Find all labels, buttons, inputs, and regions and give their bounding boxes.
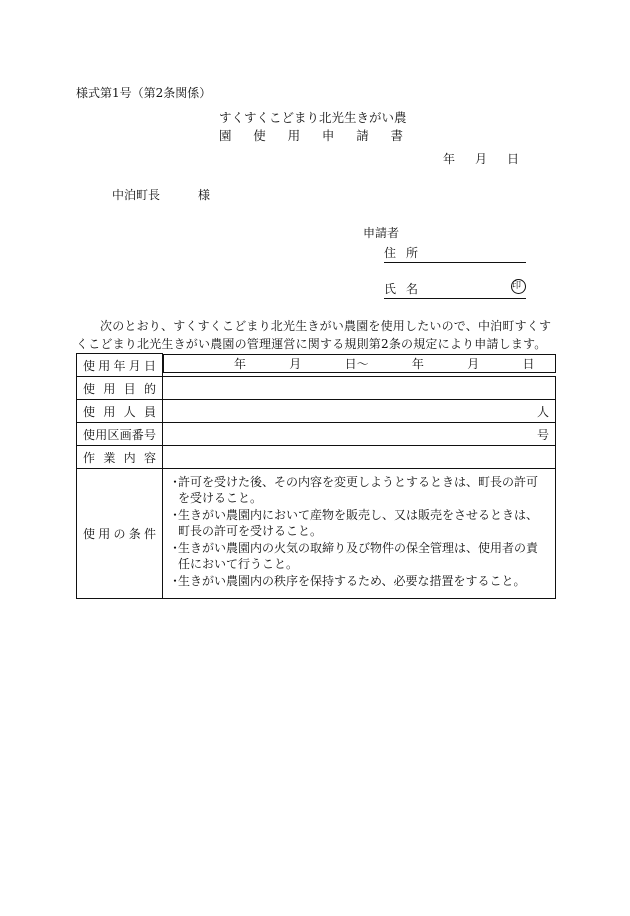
addressee-name: 中泊町長 bbox=[112, 188, 161, 202]
addressee-honorific: 様 bbox=[198, 188, 211, 202]
bullet-icon: ・ bbox=[169, 508, 182, 522]
plot-unit: 号 bbox=[536, 427, 549, 442]
people-field[interactable] bbox=[163, 400, 556, 423]
table-row-plot bbox=[77, 423, 556, 446]
applicant-label: 申請者 bbox=[363, 226, 400, 240]
intro-paragraph: 次のとおり、すくすくこどまり北光生きがい農園を使用したいので、中泊町すくすくこどまり北光生きがい農園の管理運営に関する規則第2条の規定により申請します。 bbox=[76, 319, 552, 351]
purpose-field[interactable] bbox=[163, 377, 556, 400]
table-row-people bbox=[77, 400, 556, 423]
address-label: 住所 bbox=[384, 246, 429, 260]
bullet-icon: ・ bbox=[169, 541, 182, 555]
seal-icon: 印 bbox=[511, 279, 526, 294]
condition-item bbox=[169, 574, 549, 590]
title-char: 書 bbox=[390, 128, 403, 143]
period-field[interactable] bbox=[163, 354, 556, 373]
plot-field[interactable] bbox=[163, 423, 556, 446]
application-date bbox=[443, 150, 519, 167]
period-day1: 日〜 bbox=[344, 356, 369, 371]
name-field[interactable] bbox=[384, 280, 532, 299]
period-month1: 月 bbox=[289, 356, 302, 371]
conditions-label: 使用の条件 bbox=[77, 469, 163, 599]
name-label: 氏名 bbox=[384, 282, 429, 296]
condition-text: 生きがい農園内の秩序を保持するため、必要な措置をすること。 bbox=[178, 574, 526, 588]
title-char: 申 bbox=[321, 128, 335, 143]
address-field[interactable] bbox=[384, 244, 526, 263]
period-day2: 日 bbox=[522, 356, 535, 371]
condition-item bbox=[169, 475, 549, 506]
date-month-label: 月 bbox=[475, 152, 488, 166]
table-row-conditions bbox=[77, 469, 556, 599]
purpose-label: 使用目的 bbox=[77, 377, 163, 400]
conditions-list bbox=[163, 469, 556, 599]
people-label: 使用人員 bbox=[77, 400, 163, 423]
period-label: 使用年月日 bbox=[77, 354, 163, 377]
date-year-label: 年 bbox=[443, 152, 456, 166]
period-year1: 年 bbox=[234, 356, 247, 371]
bullet-icon: ・ bbox=[169, 574, 182, 588]
title-char: 使 bbox=[253, 128, 266, 143]
table-row-period bbox=[77, 354, 556, 377]
table-row-purpose bbox=[77, 377, 556, 400]
form-title-line1: すくすくこどまり北光生きがい農 bbox=[219, 110, 407, 125]
table-row-work bbox=[77, 446, 556, 469]
title-char: 請 bbox=[356, 128, 369, 143]
condition-text: 生きがい農園内において産物を販売し、又は販売をさせるときは、町長の許可を受けること。 bbox=[178, 508, 539, 538]
date-day-label: 日 bbox=[507, 152, 520, 166]
condition-text: 生きがい農園内の火気の取締り及び物件の保全管理は、使用者の責任において行うこと。 bbox=[178, 541, 539, 571]
work-field[interactable] bbox=[163, 446, 556, 469]
application-table bbox=[76, 353, 556, 599]
people-unit: 人 bbox=[536, 404, 549, 419]
period-month2: 月 bbox=[467, 356, 480, 371]
plot-label: 使用区画番号 bbox=[77, 423, 163, 446]
period-year2: 年 bbox=[411, 356, 424, 371]
condition-text: 許可を受けた後、その内容を変更しようとするときは、町長の許可を受けること。 bbox=[178, 475, 539, 505]
form-title-line2 bbox=[219, 126, 403, 144]
title-char: 用 bbox=[287, 128, 301, 143]
condition-item bbox=[169, 508, 549, 539]
condition-item bbox=[169, 541, 549, 572]
addressee bbox=[112, 186, 210, 203]
title-char: 園 bbox=[219, 128, 232, 143]
bullet-icon: ・ bbox=[169, 475, 182, 489]
work-label: 作業内容 bbox=[77, 446, 163, 469]
form-number: 様式第1号（第2条関係） bbox=[76, 86, 212, 100]
